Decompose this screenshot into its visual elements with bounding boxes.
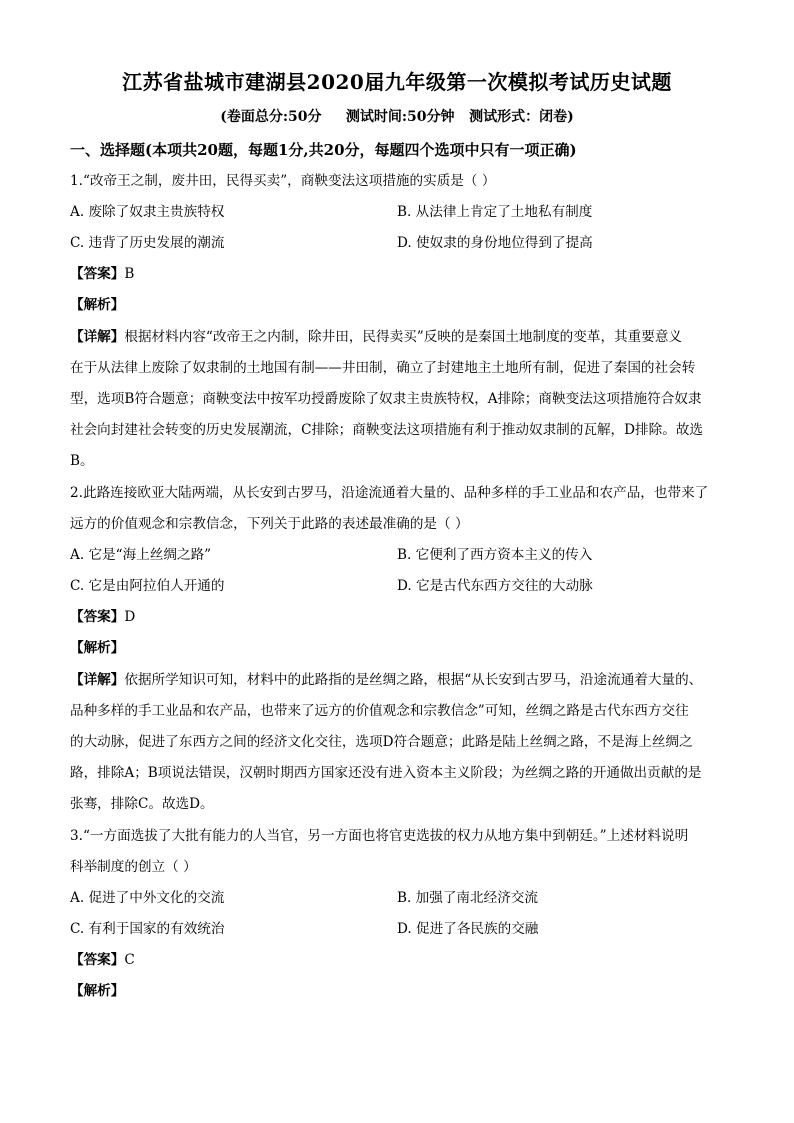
answer-label: 【答案】 <box>70 952 125 968</box>
answer-label: 【答案】 <box>70 266 125 282</box>
question-1-detail-line: 在于从法律上废除了奴隶制的土地国有制——井田制，确立了封建地主土地所有制，促进了秦国的社会转 <box>70 360 696 376</box>
question-3-stem: 3.“一方面选拔了大批有能力的人当官，另一方面也将官吏选拔的权力从地方集中到朝廷。”上述材料说明 <box>70 828 689 844</box>
analysis-label: 【解析】 <box>70 297 125 313</box>
question-1-detail-line: 社会向封建社会转变的历史发展潮流，C排除；商鞅变法这项措施有利于推动奴隶制的瓦解，D排除。故选 <box>70 422 704 438</box>
question-1-answer <box>70 264 134 284</box>
question-2-answer <box>70 607 135 627</box>
detail-label: 【详解】 <box>70 329 125 345</box>
question-2-option-c: C. 它是由阿拉伯人开通的 <box>70 578 225 594</box>
question-1-detail-line: 型，选项B符合题意；商鞅变法中按军功授爵废除了奴隶主贵族特权，A排除；商鞅变法这项措施符合奴隶 <box>70 391 702 407</box>
question-1-detail-line: 【详解】根据材料内容“改帝王之内制，除井田，民得卖买”反映的是秦国土地制度的变革，其重要意义 <box>70 329 683 345</box>
question-1-detail-line: B。 <box>70 453 94 469</box>
question-2-detail-line: 的大动脉，促进了东西方之间的经济文化交往，选项D符合题意；此路是陆上丝绸之路，不是海上丝绸之 <box>70 734 693 750</box>
question-1-option-a: A. 废除了奴隶主贵族特权 <box>70 204 225 220</box>
question-2-option-b: B. 它便利了西方资本主义的传入 <box>397 547 593 563</box>
question-2-analysis <box>70 638 124 658</box>
question-3-answer <box>70 950 135 970</box>
question-2-stem: 2.此路连接欧亚大陆两端，从长安到古罗马，沿途流通着大量的、品种多样的手工业品和农产品，也带来了 <box>70 485 709 501</box>
question-2-detail-line: 【详解】依据所学知识可知，材料中的此路指的是丝绸之路，根据“从长安到古罗马，沿途流通着大量的、 <box>70 672 703 688</box>
question-2-detail-line: 路，排除A；B项说法错误，汉朝时期西方国家还没有进入资本主义阶段；为丝绸之路的开通做出贡献的是 <box>70 765 702 781</box>
question-1-stem: 1.“改帝王之制，废井田，民得买卖”，商鞅变法这项措施的实质是（ ） <box>70 173 496 189</box>
question-3-option-a: A. 促进了中外文化的交流 <box>70 890 225 906</box>
question-2-detail-line: 品种多样的手工业品和农产品，也带来了远方的价值观念和宗教信念”可知，丝绸之路是古代东西方交往 <box>70 703 689 719</box>
answer-value: B <box>124 266 135 282</box>
question-2-detail-line: 张骞，排除C。故选D。 <box>70 796 214 812</box>
question-1-option-d: D. 使奴隶的身份地位得到了提高 <box>397 235 593 251</box>
page-subtitle: (卷面总分:50分 测试时间:50分钟 测试形式：闭卷) <box>220 109 574 125</box>
question-3-option-b: B. 加强了南北经济交流 <box>397 890 538 906</box>
answer-value: D <box>124 609 136 625</box>
page-title: 江苏省盐城市建湖县2020届九年级第一次模拟考试历史试题 <box>122 70 672 94</box>
section-heading: 一、选择题(本项共20题，每题1分,共20分，每题四个选项中只有一项正确) <box>70 141 577 159</box>
analysis-label: 【解析】 <box>70 640 125 656</box>
detail-label: 【详解】 <box>70 672 125 688</box>
question-2-stem: 远方的价值观念和宗教信念，下列关于此路的表述最准确的是（ ） <box>70 516 469 532</box>
question-3-analysis <box>70 981 124 1001</box>
answer-value: C <box>124 952 135 968</box>
question-2-option-a: A. 它是“海上丝绸之路” <box>70 547 212 563</box>
question-3-option-c: C. 有利于国家的有效统治 <box>70 921 225 937</box>
question-3-option-d: D. 促进了各民族的交融 <box>397 921 539 937</box>
question-3-stem: 科举制度的创立（ ） <box>70 859 197 875</box>
analysis-label: 【解析】 <box>70 983 125 999</box>
question-2-option-d: D. 它是古代东西方交往的大动脉 <box>397 578 593 594</box>
answer-label: 【答案】 <box>70 609 125 625</box>
question-1-analysis <box>70 295 124 315</box>
question-1-option-b: B. 从法律上肯定了土地私有制度 <box>397 204 593 220</box>
question-1-option-c: C. 违背了历史发展的潮流 <box>70 235 225 251</box>
